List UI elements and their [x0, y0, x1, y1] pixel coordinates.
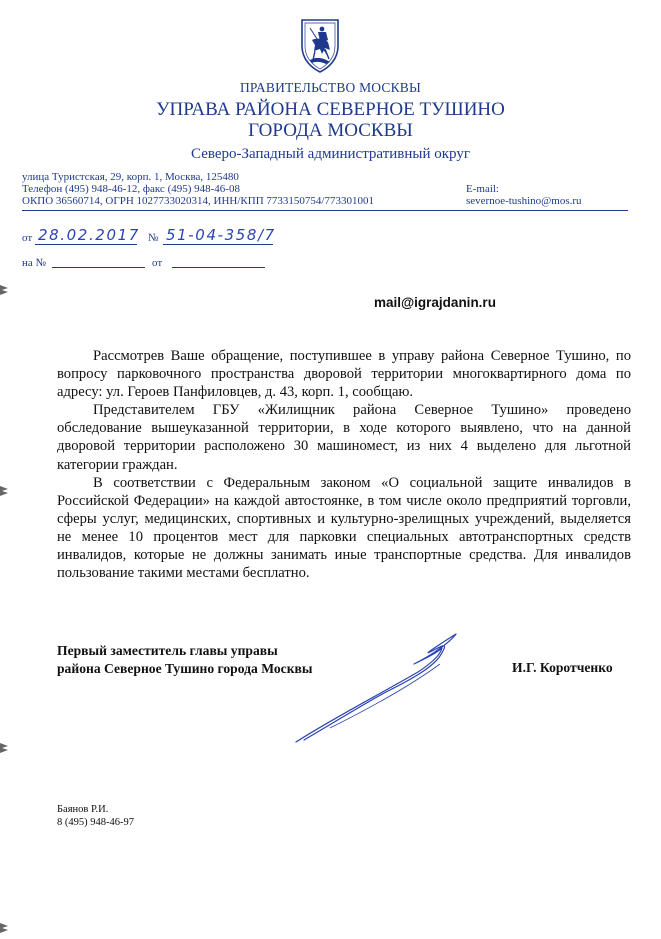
ref-from-label: от — [152, 257, 163, 269]
scan-binding-mark — [0, 484, 8, 498]
ref-number-label: на № — [22, 257, 47, 269]
letter-body — [57, 347, 631, 582]
ref-date-line — [172, 267, 265, 268]
reg-from-label: от — [22, 232, 33, 244]
contact-block — [22, 171, 374, 207]
body-paragraph: Представителем ГБУ «Жилищник района Северное Тушино» проведено обследование вышеуказанной территории, в ходе которого выявлено, что на данной дворовой территории расположено 30 машиномест, из них 4 выделено для льготной категории граждан. — [57, 402, 631, 473]
reg-date: 28.02.2017 — [38, 226, 140, 244]
signer-name: И.Г. Коротченко — [512, 660, 613, 675]
uprava-heading: УПРАВА РАЙОНА СЕВЕРНОЕ ТУШИНО — [156, 99, 505, 120]
reg-number-line — [163, 244, 273, 245]
reg-date-line — [35, 244, 137, 245]
signer-position — [57, 642, 313, 678]
email-label: E-mail: — [466, 183, 499, 195]
scan-binding-mark — [0, 283, 8, 297]
email-block — [466, 183, 582, 207]
okrug-heading: Северо-Западный административный округ — [191, 146, 470, 162]
moscow-coat-of-arms-icon — [298, 16, 342, 74]
phone-line: Телефон (495) 948-46-12, факс (495) 948-46-08 — [22, 183, 240, 195]
executor-phone: 8 (495) 948-46-97 — [57, 816, 134, 828]
ref-number-line — [52, 267, 145, 268]
letterhead-divider — [22, 210, 628, 211]
address-line: улица Туристская, 29, корп. 1, Москва, 125480 — [22, 171, 239, 183]
executor-block — [57, 804, 134, 829]
scan-binding-mark — [0, 741, 8, 755]
reg-number-label: № — [148, 232, 159, 244]
reg-number: 51-04-358/7 — [166, 226, 276, 244]
body-paragraph: Рассмотрев Ваше обращение, поступившее в управу района Северное Тушино, по вопросу парковочного пространства дворовой территории многоквартирного дома по адресу: ул. Героев Панфиловцев, д. 43, корп. 1, сообщаю. — [57, 348, 631, 401]
handwritten-signature — [290, 628, 470, 748]
signer-position-line: района Северное Тушино города Москвы — [57, 661, 313, 676]
government-heading: ПРАВИТЕЛЬСТВО МОСКВЫ — [239, 80, 421, 95]
scan-binding-mark — [0, 921, 8, 935]
email-address: severnoe-tushino@mos.ru — [466, 195, 582, 207]
executor-name: Баянов Р.И. — [57, 804, 109, 815]
city-heading: ГОРОДА МОСКВЫ — [248, 120, 413, 141]
recipient-email: mail@igrajdanin.ru — [374, 295, 496, 310]
body-paragraph: В соответствии с Федеральным законом «О социальной защите инвалидов в Российской Федерации» на каждой автостоянке, в том числе около предприятий торговли, сферы услуг, медицинских, спортивных и культурно-зрелищных учреждений, выделяется не менее 10 процентов мест для парковки специальных автотранспортных средств инвалидов, которые не должны занимать иные транспортные средства. Для инвалидов пользование такими местами бесплатно. — [57, 474, 631, 582]
codes-line: ОКПО 36560714, ОГРН 1027733020314, ИНН/КПП 7733150754/773301001 — [22, 195, 374, 207]
signer-position-line: Первый заместитель главы управы — [57, 643, 278, 658]
